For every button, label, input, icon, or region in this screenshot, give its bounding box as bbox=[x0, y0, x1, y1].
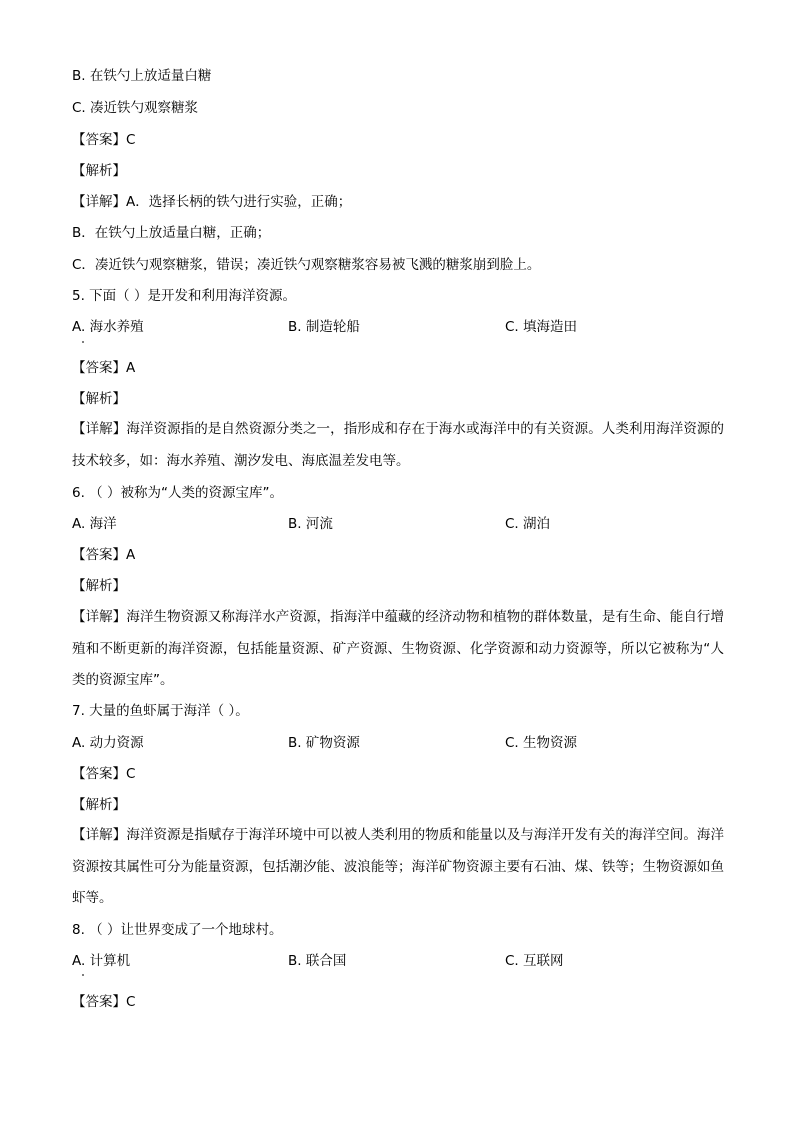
analysis-label: 【解析】 bbox=[72, 578, 126, 594]
question-stem: 6. （ ）被称为“人类的资源宝库”。 bbox=[72, 485, 283, 501]
answer-label: 【答案】A bbox=[72, 360, 136, 376]
answer-label: 【答案】A bbox=[72, 547, 136, 563]
stray-dot bbox=[82, 974, 84, 976]
option-b: B. 河流 bbox=[288, 516, 333, 532]
answer-label: 【答案】C bbox=[72, 766, 136, 782]
option-c: C. 填海造田 bbox=[505, 319, 578, 335]
question-stem: 7. 大量的鱼虾属于海洋（ ）。 bbox=[72, 703, 249, 719]
analysis-label: 【解析】 bbox=[72, 797, 126, 813]
answer-label: 【答案】C bbox=[72, 132, 136, 148]
option-c: C. 凑近铁勺观察糖浆 bbox=[72, 100, 199, 116]
detail-text: B．在铁勺上放适量白糖，正确； bbox=[72, 225, 271, 241]
option-c: C. 生物资源 bbox=[505, 735, 578, 751]
detail-text: 【详解】A．选择长柄的铁勺进行实验，正确； bbox=[72, 194, 352, 210]
question-stem: 8. （ ）让世界变成了一个地球村。 bbox=[72, 922, 283, 938]
stray-dot bbox=[82, 341, 84, 343]
option-c: C. 互联网 bbox=[505, 953, 564, 969]
analysis-label: 【解析】 bbox=[72, 163, 126, 179]
option-a: A. 海洋 bbox=[72, 516, 117, 532]
detail-paragraph: 【详解】海洋生物资源又称海洋水产资源，指海洋中蕴藏的经济动物和植物的群体数量，是有生命、能自行增殖和不断更新的海洋资源，包括能量资源、矿产资源、生物资源、化学资源和动力资源等，所以它被称为“人类的资源宝库”。 bbox=[72, 609, 724, 688]
option-b: B. 在铁勺上放适量白糖 bbox=[72, 68, 212, 84]
option-b: B. 联合国 bbox=[288, 953, 347, 969]
detail-paragraph: 【详解】海洋资源指的是自然资源分类之一，指形成和存在于海水或海洋中的有关资源。人类利用海洋资源的技术较多，如：海水养殖、潮汐发电、海底温差发电等。 bbox=[72, 421, 724, 469]
question-stem: 5. 下面（ ）是开发和利用海洋资源。 bbox=[72, 288, 296, 304]
answer-label: 【答案】C bbox=[72, 994, 136, 1010]
option-a: A. 动力资源 bbox=[72, 735, 144, 751]
detail-text: C．凑近铁勺观察糖浆，错误；凑近铁勺观察糖浆容易被飞溅的糖浆崩到脸上。 bbox=[72, 257, 541, 273]
option-a: A. 计算机 bbox=[72, 953, 131, 969]
detail-paragraph: 【详解】海洋资源是指赋存于海洋环境中可以被人类利用的物质和能量以及与海洋开发有关的海洋空间。海洋资源按其属性可分为能量资源，包括潮汐能、波浪能等；海洋矿物资源主要有石油、煤、铁等；生物资源如鱼虾等。 bbox=[72, 827, 724, 906]
analysis-label: 【解析】 bbox=[72, 391, 126, 407]
option-a: A. 海水养殖 bbox=[72, 319, 144, 335]
option-b: B. 矿物资源 bbox=[288, 735, 360, 751]
option-b: B. 制造轮船 bbox=[288, 319, 360, 335]
option-c: C. 湖泊 bbox=[505, 516, 551, 532]
